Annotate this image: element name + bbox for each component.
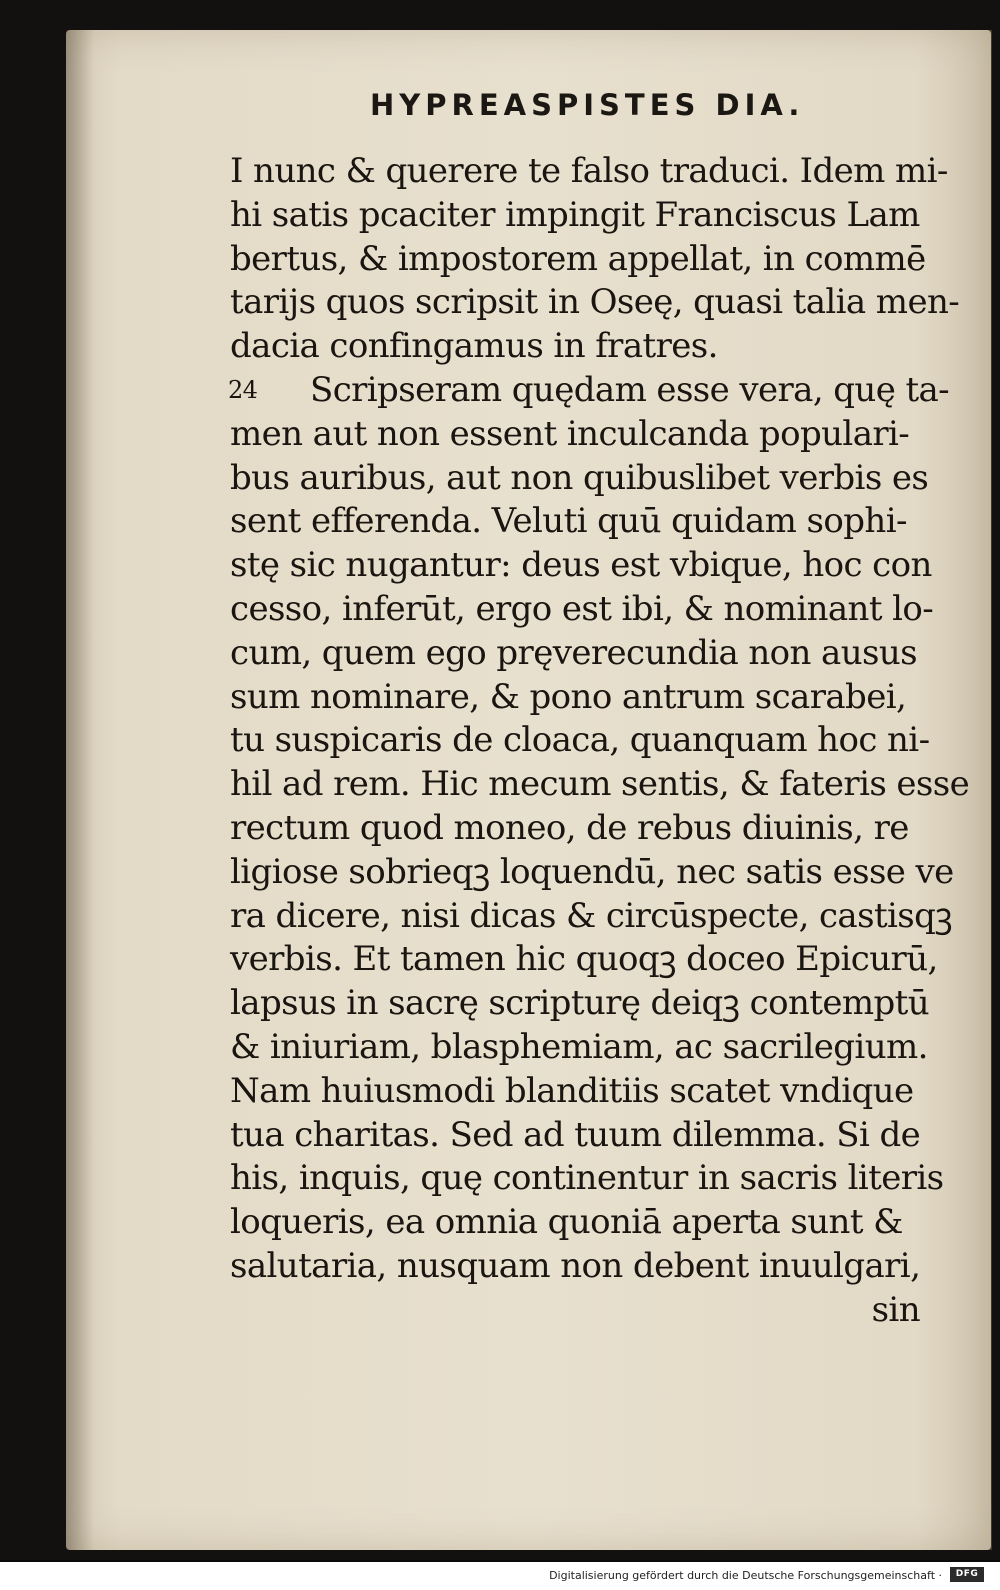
text-line: tu suspicaris de cloaca, quanquam hoc ni- — [230, 720, 930, 761]
marginal-number: 24 — [228, 375, 258, 404]
text-line: sum nominare, & pono antrum scarabei, — [230, 676, 907, 717]
text-line: tua charitas. Sed ad tuum dilemma. Si de — [230, 1114, 921, 1155]
running-head: HYPREASPISTES DIA. — [370, 88, 805, 122]
text-line: hi satis pcaciter impingit Franciscus Lam — [230, 194, 920, 235]
text-line: loqueris, ea omnia quoniā aperta sunt & — [230, 1202, 903, 1243]
text-line: stę sic nugantur: deus est vbique, hoc con — [230, 545, 932, 586]
text-line: bus auribus, aut non quibuslibet verbis es — [230, 457, 929, 498]
text-line: bertus, & impostorem appellat, in commē — [230, 238, 926, 279]
text-line: cesso, inferūt, ergo est ibi, & nominant lo- — [230, 588, 934, 629]
text-line: cum, quem ego pręverecundia non ausus — [230, 632, 918, 673]
text-line: ra dicere, nisi dicas & circūspecte, castisqꝫ — [230, 895, 953, 936]
text-line: dacia confingamus in fratres. — [230, 326, 718, 367]
text-line: I nunc & querere te falso traduci. Idem mi- — [230, 151, 948, 191]
text-line: his, inquis, quę continentur in sacris literis — [230, 1158, 944, 1199]
catchword: sin — [871, 1289, 920, 1330]
dfg-logo: DFG — [950, 1567, 984, 1582]
text-line: men aut non essent inculcanda populari- — [230, 413, 910, 454]
text-line: Scripseram quędam esse vera, quę ta- — [310, 369, 950, 410]
text-line: Nam huiusmodi blanditiis scatet vndique — [230, 1070, 914, 1111]
text-line: hil ad rem. Hic mecum sentis, & fateris esse — [230, 764, 970, 805]
text-line: verbis. Et tamen hic quoqꝫ doceo Epicurū, — [230, 939, 938, 980]
text-line: lapsus in sacrę scripturę deiqꝫ contemptū — [230, 983, 930, 1024]
text-line: rectum quod moneo, de rebus diuinis, re — [230, 807, 909, 848]
text-line: ligiose sobrieqꝫ loquendū, nec satis esse ve — [230, 851, 954, 892]
text-line: tarijs quos scripsit in Oseę, quasi talia men- — [230, 282, 960, 323]
text-line: sent efferenda. Veluti quū quidam sophi- — [230, 501, 907, 542]
text-line-with-marginal — [228, 369, 950, 413]
text-block — [228, 150, 970, 1333]
gutter-shadow — [66, 30, 94, 1550]
text-line: & iniuriam, blasphemiam, ac sacrilegium. — [230, 1026, 928, 1067]
funding-credit: Digitalisierung gefördert durch die Deutsche Forschungsgemeinschaft · — [549, 1569, 942, 1582]
text-line: salutaria, nusquam non debent inuulgari, — [230, 1245, 921, 1286]
